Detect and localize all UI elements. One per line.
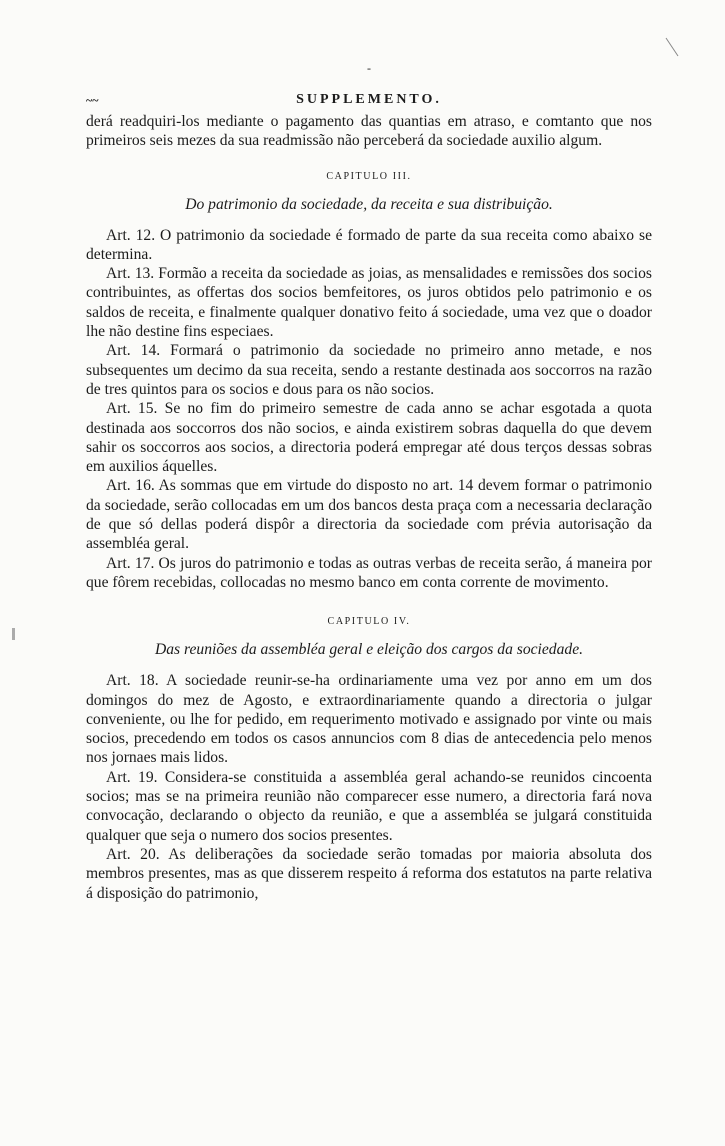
chapter-3-subtitle: Do patrimonio da sociedade, da receita e sua distribuição. xyxy=(185,195,553,213)
running-header xyxy=(86,92,652,108)
article-20: Art. 20. As deliberações da sociedade serão tomadas por maioria absoluta dos membros presentes, mas as que disserem respeito á reforma dos estatutos na parte relativa á disposição do patrimonio, xyxy=(86,845,652,902)
article-13: Art. 13. Formão a receita da sociedade as joias, as mensalidades e remissões dos socios contribuintes, as offertas dos socios bemfeitores, os juros obtidos pelo patrimonio e os saldos de receita, e finalmente qualquer donativo feito á sociedade, uma vez que o doador lhe não destine fins especiaes. xyxy=(86,265,652,341)
top-dash: - xyxy=(367,61,371,75)
intro-paragraph: derá readquiri-los mediante o pagamento das quantias em atraso, e comtanto que nos primeiros seis mezes da sua readmissão não perceberá da sociedade auxilio algum. xyxy=(86,113,652,150)
chapter-4-subtitle: Das reuniões da assembléa geral e eleição dos cargos da sociedade. xyxy=(154,641,584,659)
article-12: Art. 12. O patrimonio da sociedade é formado de parte da sua receita como abaixo se determina. xyxy=(86,226,652,263)
article-17: Art. 17. Os juros do patrimonio e todas as outras verbas de receita serão, á maneira por que fôrem recebidas, collocadas no mesmo banco em conta corrente de movimento. xyxy=(86,554,652,591)
article-18: Art. 18. A sociedade reunir-se-ha ordinariamente uma vez por anno em um dos domingos do mez de Agosto, e extraordinariamente quando a directoria o julgar conveniente, ou lhe for pedido, em requerimento motivado e assignado por vinte ou mais socios, precedendo em todos os casos annuncios com 8 dias de antecedencia pelo menos nos jornaes mais lidos. xyxy=(86,672,652,767)
header-title: SUPPLEMENTO. xyxy=(296,92,442,107)
header-ornament: ~~ xyxy=(86,93,99,107)
chapter-4-heading: CAPITULO IV. xyxy=(327,616,411,628)
article-15: Art. 15. Se no fim do primeiro semestre de cada anno se achar esgotada a quota destinada aos soccorros dos não socios, e ainda existirem sobras daquella do que devem sahir os soccorros aos socios, a directoria poderá empregar até dous terços dessas sobras em auxilios áquelles. xyxy=(86,400,652,476)
article-19: Art. 19. Considera-se constituida a assembléa geral achando-se reunidos cincoenta socios; mas se na primeira reunião não comparecer esse numero, a directoria fará nova convocação, declarando o objecto da reunião, e que a assembléa se julgará constituida qualquer que seja o numero dos socios presentes. xyxy=(86,768,652,844)
corner-pencil-mark xyxy=(664,36,680,58)
chapter-3-heading: CAPITULO III. xyxy=(326,170,412,182)
article-16: Art. 16. As sommas que em virtude do disposto no art. 14 devem formar o patrimonio da sociedade, serão collocadas em um dos bancos desta praça com a necessaria declaração de que só dellas poderá dispôr a directoria da sociedade com prévia autorisação da assembléa geral. xyxy=(86,477,652,553)
article-14: Art. 14. Formará o patrimonio da sociedade no primeiro anno metade, e nos subsequentes um decimo da sua receita, sendo a restante destinada aos soccorros na razão de tres quintos para os socios e dous para os não socios. xyxy=(86,342,652,398)
document-page xyxy=(86,62,652,903)
margin-mark xyxy=(12,628,15,640)
